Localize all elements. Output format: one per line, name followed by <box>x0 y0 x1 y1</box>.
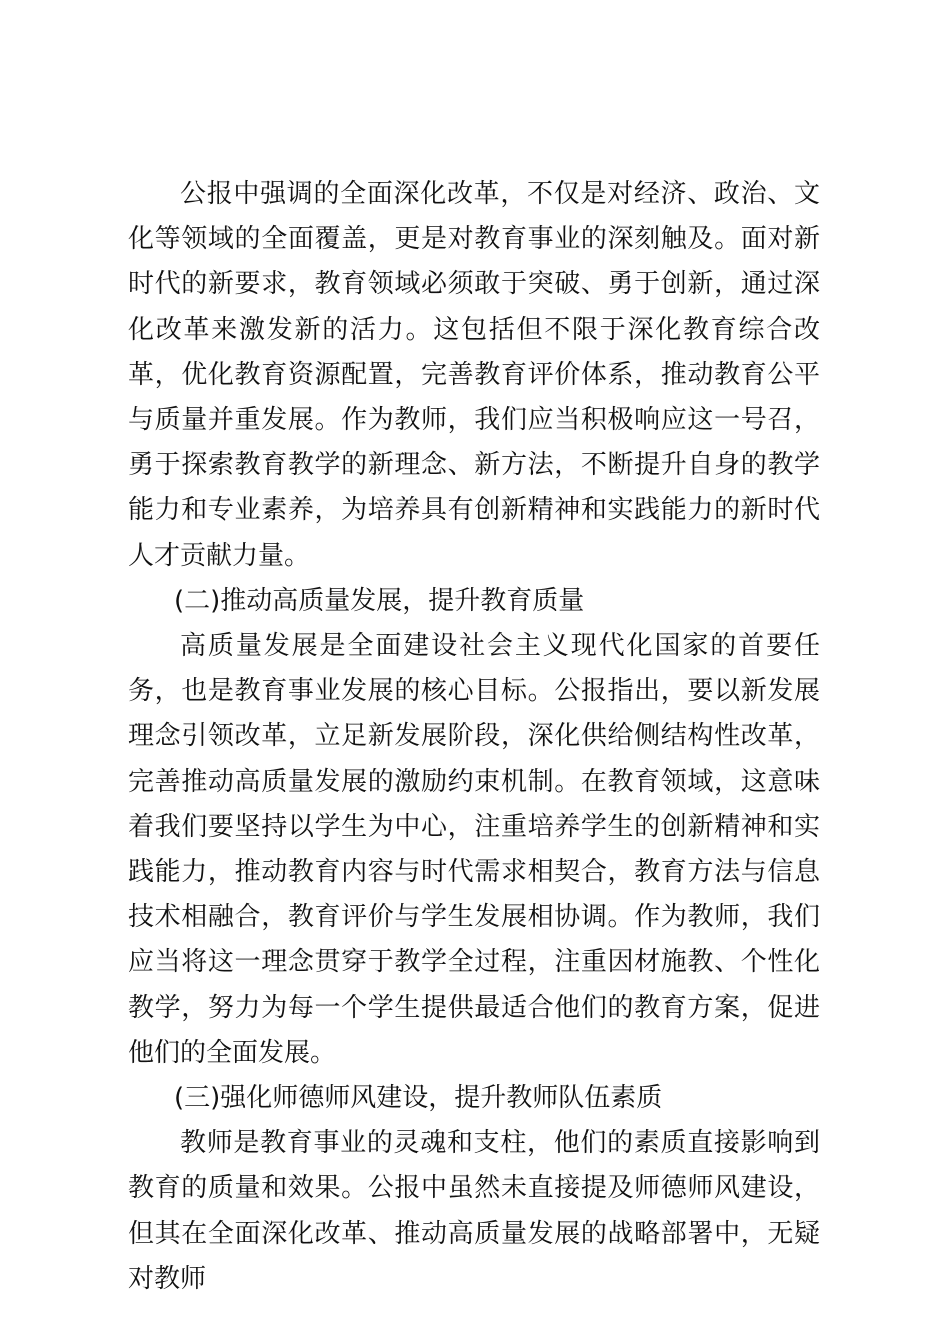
paragraph-teacher-ethics: 教师是教育事业的灵魂和支柱，他们的素质直接影响到教育的质量和效果。公报中虽然未直接提及师德师风建设，但其在全面深化改革、推动高质量发展的战略部署中，无疑对教师 <box>128 1128 820 1294</box>
paragraph-deepen-reform: 公报中强调的全面深化改革，不仅是对经济、政治、文化等领域的全面覆盖，更是对教育事业的深刻触及。面对新时代的新要求，教育领域必须敢于突破、勇于创新，通过深化改革来激发新的活力。这包括但不限于深化教育综合改革，优化教育资源配置，完善教育评价体系，推动教育公平与质量并重发展。作为教师，我们应当积极响应这一号召，勇于探索教育教学的新理念、新方法，不断提升自身的教学能力和专业素养，为培养具有创新精神和实践能力的新时代人才贡献力量。 <box>128 179 820 571</box>
section-heading-teacher-ethics: (三)强化师德师风建设，提升教师队伍素质 <box>174 1083 663 1114</box>
paragraph-quality-development: 高质量发展是全面建设社会主义现代化国家的首要任务，也是教育事业发展的核心目标。公报指出，要以新发展理念引领改革，立足新发展阶段，深化供给侧结构性改革，完善推动高质量发展的激励约束机制。在教育领域，这意味着我们要坚持以学生为中心，注重培养学生的创新精神和实践能力，推动教育内容与时代需求相契合，教育方法与信息技术相融合，教育评价与学生发展相协调。作为教师，我们应当将这一理念贯穿于教学全过程，注重因材施教、个性化教学，努力为每一个学生提供最适合他们的教育方案，促进他们的全面发展。 <box>128 631 820 1068</box>
document-body <box>128 172 820 1302</box>
section-heading-quality-development: (二)推动高质量发展，提升教育质量 <box>174 585 585 616</box>
